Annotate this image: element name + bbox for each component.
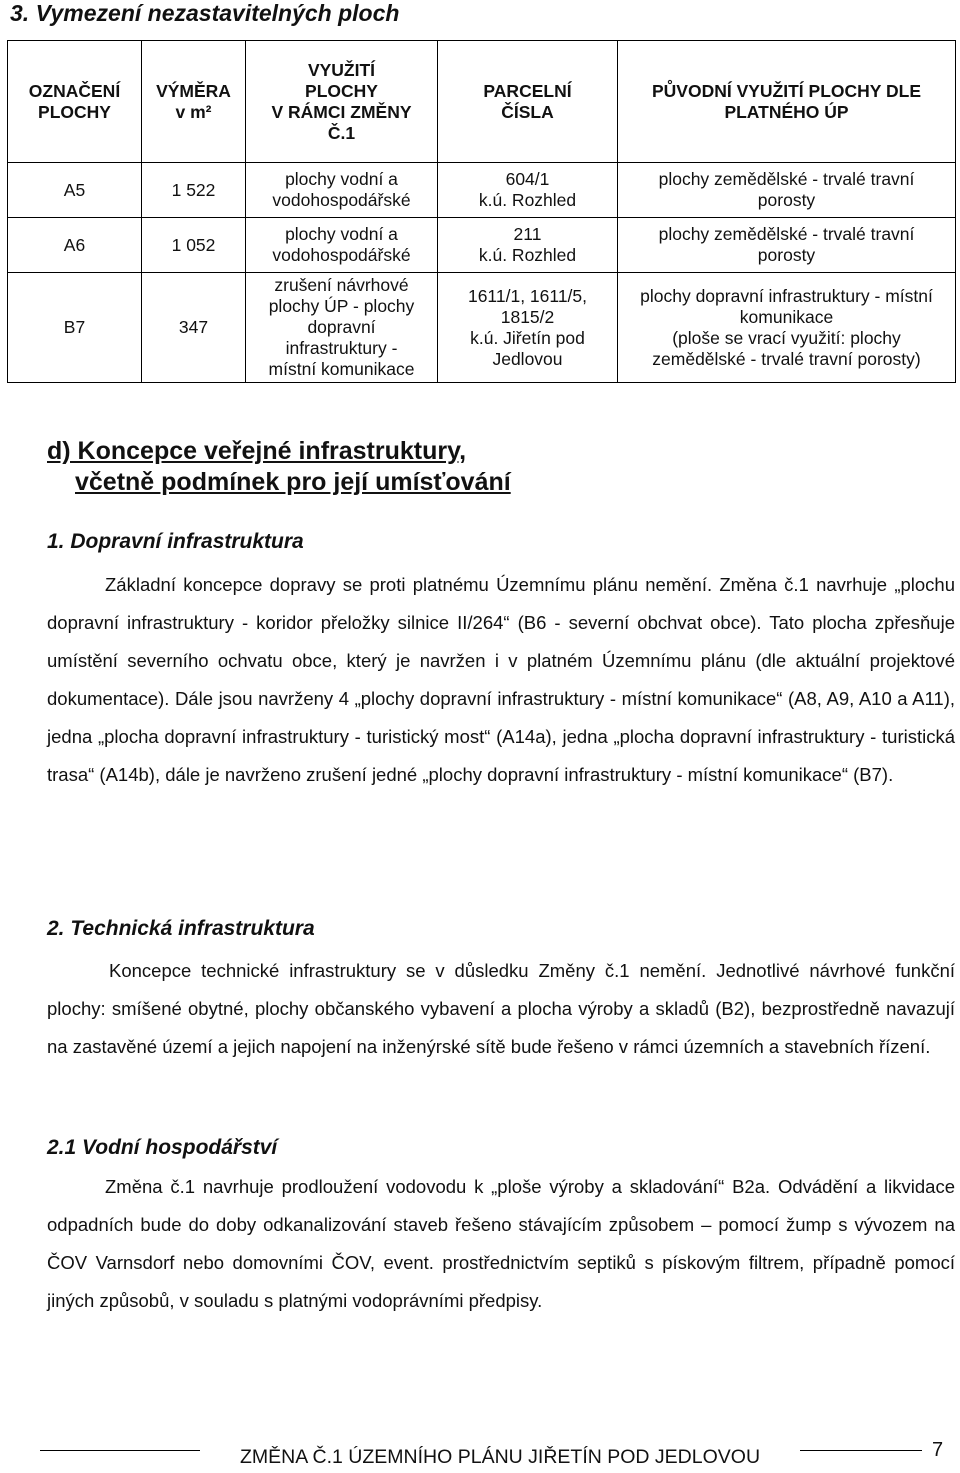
cell-parcels: 604/1 k.ú. Rozhled [438, 163, 618, 218]
header-original-use: PŮVODNÍ VYUŽITÍ PLOCHY DLE PLATNÉHO ÚP [618, 41, 956, 163]
technical-heading: 2. Technická infrastruktura [47, 917, 315, 940]
transport-heading: 1. Dopravní infrastruktura [47, 530, 304, 553]
technical-first-sentence: Koncepce technické infrastruktury se v důsledku Změny č.1 nemění. [109, 960, 707, 981]
chapter-heading-line2: včetně podmínek pro její umísťování [75, 468, 511, 496]
technical-paragraph [47, 952, 955, 1066]
header-use: VYUŽITÍ PLOCHY V RÁMCI ZMĚNY Č.1 [246, 41, 438, 163]
water-paragraph [47, 1168, 955, 1320]
table-row [8, 163, 956, 218]
table-row [8, 273, 956, 383]
cell-original-use: plochy zemědělské - trvalé travní porosty [618, 218, 956, 273]
water-heading: 2.1 Vodní hospodářství [47, 1136, 278, 1159]
transport-text: Změna č.1 navrhuje „plochu dopravní infrastruktury - koridor přeložky silnice II/264“ (B6 - severní obchvat obce). Tato plocha zpřesňuje umístění severního ochvatu obce, který je navržen i v platném Územnímu plánu (dle aktuální projektové dokumentace). Dále jsou navrženy 4 „plochy dopravní infrastruktury - místní komunikace“ (A8, A9, A10 a A11), jedna „plocha dopravní infrastruktury - turistický most“ (A14a), jedna „plocha dopravní infrastruktury - turistická trasa“ (A14b), dále je navrženo zrušení jedné „plochy dopravní infrastruktury - místní komunikace“ (B7). [47, 574, 955, 785]
technical-text: Jednotlivé návrhové funkční plochy: smíšené obytné, plochy občanského vybavení a plocha výroby a skladů (B2), bezprostředně navazují na zastavěné území a jejich napojení na inženýrské sítě bude řešeno v rámci územních a stavebních řízení. [47, 960, 955, 1057]
cell-original-use: plochy dopravní infrastruktury - místní komunikace (ploše se vrací využití: plochy zemědělské - trvalé travní porosty) [618, 273, 956, 383]
section-title: 3. Vymezení nezastavitelných ploch [10, 0, 400, 26]
header-plot-id: OZNAČENÍ PLOCHY [8, 41, 142, 163]
chapter-heading-line1: d) Koncepce veřejné infrastruktury, [47, 437, 467, 465]
header-parcels: PARCELNÍ ČÍSLA [438, 41, 618, 163]
cell-use: plochy vodní a vodohospodářské [246, 163, 438, 218]
cell-area: 1 052 [142, 218, 246, 273]
cell-plot-id: A5 [8, 163, 142, 218]
footer-title: ZMĚNA Č.1 ÚZEMNÍHO PLÁNU JIŘETÍN POD JEDLOVOU [200, 1446, 800, 1469]
transport-first-sentence: Základní koncepce dopravy se proti platnému Územnímu plánu nemění. [105, 574, 713, 595]
page-number: 7 [932, 1439, 944, 1461]
cell-area: 347 [142, 273, 246, 383]
table-row [8, 218, 956, 273]
cell-parcels: 1611/1, 1611/5, 1815/2 k.ú. Jiřetín pod Jedlovou [438, 273, 618, 383]
cell-area: 1 522 [142, 163, 246, 218]
plots-table [7, 40, 956, 383]
chapter-heading-d [47, 436, 511, 498]
header-area: VÝMĚRA v m² [142, 41, 246, 163]
cell-use: plochy vodní a vodohospodářské [246, 218, 438, 273]
transport-paragraph [47, 566, 955, 794]
cell-original-use: plochy zemědělské - trvalé travní porosty [618, 163, 956, 218]
cell-parcels: 211 k.ú. Rozhled [438, 218, 618, 273]
cell-plot-id: B7 [8, 273, 142, 383]
table-header-row [8, 41, 956, 163]
cell-plot-id: A6 [8, 218, 142, 273]
water-text: Změna č.1 navrhuje prodloužení vodovodu k „ploše výroby a skladování“ B2a. Odvádění a likvidace odpadních bude do doby odkanalizování staveb řešeno stávajícím způsobem – pomocí žump s vývozem na ČOV Varnsdorf nebo domovními ČOV, event. prostřednictvím septiků s pískovým filtrem, případně pomocí jiných způsobů, v souladu s platnými vodoprávními předpisy. [47, 1176, 955, 1311]
cell-use: zrušení návrhové plochy ÚP - plochy dopravní infrastruktury - místní komunikace [246, 273, 438, 383]
